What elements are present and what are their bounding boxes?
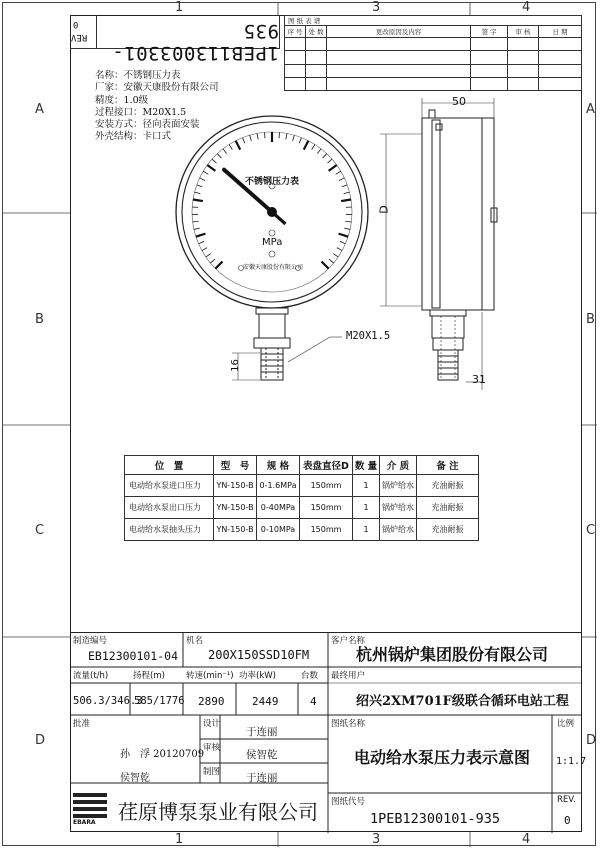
gauge-minor-tick (333, 254, 338, 257)
table-row (125, 475, 479, 497)
gauge-minor-tick (339, 178, 344, 181)
value-head: 585/1776 (134, 695, 185, 707)
gauge-minor-tick (336, 171, 341, 174)
value-design: 于连丽 (246, 726, 278, 738)
gauge-minor-tick (337, 248, 342, 251)
params-header-diameter: 表盘直径D (300, 456, 353, 475)
row-diameter: 150mm (300, 475, 353, 497)
gauge-minor-tick (212, 159, 217, 163)
side-plug (429, 110, 435, 118)
gauge-maker: 安徽天康股份有限公司 (243, 264, 304, 271)
params-header-medium: 介 质 (380, 456, 417, 475)
side-inner-wall (432, 120, 440, 308)
row-position: 电动给水泵出口压力 (125, 497, 214, 519)
label-scale: 比例 (557, 719, 575, 729)
gauge-minor-tick (317, 149, 321, 154)
gauge-minor-tick (199, 241, 205, 243)
params-table (124, 455, 479, 541)
gauge-minor-tick (194, 228, 200, 229)
gauge-minor-tick (323, 154, 327, 158)
params-header-position: 位 置 (125, 456, 214, 475)
row-model: YN-150-B (214, 519, 257, 541)
gauge-minor-tick (342, 185, 348, 187)
label-power: 功率(kW) (239, 671, 276, 681)
gauge-minor-tick (328, 159, 333, 163)
params-header-spec: 规 格 (257, 456, 300, 475)
dim-diameter: D (377, 205, 391, 214)
spec-case: 外壳结构：卡口式 (95, 131, 172, 143)
gauge-minor-tick (206, 254, 211, 257)
gauge-minor-tick (299, 138, 301, 144)
ebara-logo-text: EBARA (73, 819, 96, 826)
params-header-model: 型 号 (214, 456, 257, 475)
gauge-minor-tick (193, 221, 199, 222)
label-model: 机名 (186, 636, 204, 646)
rev-header-reason: 更改原因及内容 (327, 26, 471, 38)
gauge-major-tick (321, 261, 328, 268)
gauge-major-tick (215, 261, 222, 268)
gauge-major-tick (329, 165, 337, 171)
gauge-minor-tick (312, 144, 315, 149)
value-mfg-no: EB12300101-04 (88, 649, 179, 663)
gauge-ticks (192, 132, 352, 269)
table-row (125, 497, 479, 519)
row-medium: 锅炉给水 (380, 497, 417, 519)
dim-thread: M20X1.5 (346, 330, 391, 342)
label-head: 扬程(m) (133, 671, 165, 681)
label-approve: 批准 (73, 719, 91, 729)
side-neck (432, 316, 464, 338)
row-model: YN-150-B (214, 475, 257, 497)
gauge-major-tick (341, 199, 351, 201)
params-header-qty: 数 量 (353, 456, 380, 475)
zone-top-3: 3 (372, 0, 381, 15)
label-flow: 流量(t/h) (73, 671, 109, 681)
gauge-minor-tick (293, 135, 295, 141)
row-note: 充油耐振 (417, 475, 479, 497)
zone-bottom-4: 4 (522, 832, 531, 847)
spec-mounting: 安装方式：径向表面安装 (95, 119, 200, 131)
gauge-minor-tick (200, 178, 205, 181)
label-design: 设计 (203, 719, 221, 729)
row-position: 电动给水泵抽头压力 (125, 519, 214, 541)
zone-right-c: C (586, 523, 596, 538)
value-approver-sign: 孙 浮 20120709 (120, 749, 205, 760)
row-medium: 锅炉给水 (380, 475, 417, 497)
label-mfg-no: 制造编号 (73, 636, 108, 646)
gauge-minor-tick (345, 221, 351, 222)
label-rev: REV. (557, 795, 576, 805)
params-header-note: 备 注 (417, 456, 479, 475)
gauge-minor-tick (344, 192, 350, 193)
zone-top-4: 4 (522, 0, 531, 15)
zone-right-a: A (586, 102, 595, 117)
row-qty: 1 (353, 475, 380, 497)
label-drawing-name: 图纸名称 (331, 719, 366, 729)
corner-drawing-number: 1PEB113003301-935 (111, 20, 279, 64)
dim-height-16: 16 (229, 359, 241, 372)
spec-process-connection: 过程接口：M20X1.5 (95, 106, 187, 118)
gauge-side-view (370, 90, 510, 400)
zone-right-d: D (586, 733, 597, 748)
row-qty: 1 (353, 519, 380, 541)
gauge-minor-tick (286, 133, 287, 139)
gauge-major-tick (304, 141, 309, 150)
label-draw: 制图 (203, 767, 221, 777)
gauge-major-tick (207, 165, 215, 171)
gauge-thread (261, 348, 283, 380)
label-drawing-no: 图纸代号 (331, 797, 366, 807)
gauge-major-tick (196, 234, 206, 237)
value-client: 杭州锅炉集团股份有限公司 (356, 645, 549, 664)
corner-rev-value: 0 (73, 19, 79, 29)
value-flow: 506.3/346.3 (73, 695, 143, 707)
gauge-minor-tick (202, 248, 207, 251)
label-units: 台数 (301, 671, 319, 681)
gauge-minor-tick (203, 171, 208, 174)
zone-right-b: B (586, 312, 595, 327)
label-client: 客户名称 (331, 636, 366, 646)
label-user: 最终用户 (331, 671, 366, 681)
gauge-major-tick (236, 141, 241, 150)
dim-width-50: 50 (452, 95, 466, 108)
gauge-minor-tick (243, 138, 245, 144)
gauge-neck (259, 314, 285, 338)
gauge-minor-tick (197, 185, 203, 187)
label-review: 审核 (203, 743, 221, 753)
gauge-major-tick (193, 199, 203, 201)
rev-header-no: 序 号 (285, 26, 306, 38)
value-company: 荏原博泵泵业有限公司 (118, 800, 318, 824)
gauge-minor-tick (195, 192, 201, 193)
gauge-minor-tick (264, 132, 265, 138)
gauge-minor-tick (279, 132, 280, 138)
row-note: 充油耐振 (417, 497, 479, 519)
zone-left-d: D (35, 733, 46, 748)
gauge-hex (254, 338, 290, 348)
side-hex (433, 338, 463, 350)
zone-left-c: C (35, 523, 45, 538)
row-spec: 0-10MPa (257, 519, 300, 541)
gauge-minor-tick (329, 259, 334, 263)
zone-left-a: A (35, 102, 44, 117)
side-case (422, 118, 482, 310)
params-header-row (125, 456, 479, 475)
gauge-minor-tick (340, 241, 346, 243)
gauge-minor-tick (250, 135, 252, 141)
gauge-title: 不锈钢压力表 (245, 177, 300, 187)
gauge-minor-tick (217, 154, 221, 158)
gauge-cert-icon (269, 251, 275, 257)
gauge-minor-tick (344, 228, 350, 229)
value-rev: 0 (564, 814, 571, 827)
gauge-minor-tick (223, 149, 227, 154)
table-row (125, 519, 479, 541)
rev-header-review: 审 核 (508, 26, 539, 38)
spec-name: 名称：不锈钢压力表 (95, 70, 181, 81)
value-draw: 于连丽 (246, 772, 278, 784)
revision-table (284, 15, 582, 91)
rev-header-date: 日 期 (539, 26, 582, 38)
title-block (70, 632, 587, 833)
value-review: 侯智乾 (246, 749, 278, 761)
spec-maker: 厂家：安徽天康股份有限公司 (95, 82, 219, 94)
zone-left-b: B (35, 312, 44, 327)
row-diameter: 150mm (300, 519, 353, 541)
zone-top-1: 1 (175, 0, 184, 15)
ebara-logo (73, 793, 107, 827)
side-bezel (482, 118, 494, 310)
gauge-badge-icon (269, 230, 275, 236)
gauge-minor-tick (229, 144, 232, 149)
row-note: 充油耐振 (417, 519, 479, 541)
corner-rev-label: REV (71, 32, 88, 42)
revision-table-title: 图 纸 表 谱 (285, 16, 327, 26)
row-spec: 0-40MPa (257, 497, 300, 519)
value-user: 绍兴2XM701F级联合循环电站工程 (356, 694, 569, 709)
row-spec: 0-1.6MPa (257, 475, 300, 497)
value-speed: 2890 (198, 695, 225, 708)
dim-depth-31: 31 (472, 373, 486, 386)
rev-header-count: 处 数 (306, 26, 327, 38)
gauge-minor-tick (210, 259, 215, 263)
gauge-front-view (170, 110, 380, 400)
rev-header-sign: 签 字 (471, 26, 508, 38)
value-drawing-no: 1PEB12300101-935 (370, 811, 501, 827)
row-position: 电动给水泵进口压力 (125, 475, 214, 497)
gauge-minor-tick (257, 133, 258, 139)
row-model: YN-150-B (214, 497, 257, 519)
row-medium: 锅炉给水 (380, 519, 417, 541)
row-qty: 1 (353, 497, 380, 519)
label-speed: 转速(min⁻¹) (186, 671, 234, 681)
value-model: 200X150SSD10FM (208, 648, 310, 662)
gauge-neck-cap (256, 308, 288, 314)
value-approver-sign2: 侯智乾 (120, 773, 150, 784)
zone-bottom-3: 3 (372, 832, 381, 847)
spec-accuracy: 精度：1.0级 (95, 94, 149, 106)
gauge-unit: MPa (262, 237, 283, 248)
value-scale: 1:1.7 (556, 756, 587, 767)
value-units: 4 (310, 695, 317, 708)
gauge-major-tick (339, 234, 349, 237)
gauge-hub (267, 207, 277, 217)
value-drawing-name: 电动给水泵压力表示意图 (354, 748, 531, 767)
value-power: 2449 (252, 695, 279, 708)
side-neck-cap (430, 310, 466, 316)
zone-bottom-1: 1 (175, 832, 184, 847)
row-diameter: 150mm (300, 497, 353, 519)
corner-tag (70, 15, 280, 64)
